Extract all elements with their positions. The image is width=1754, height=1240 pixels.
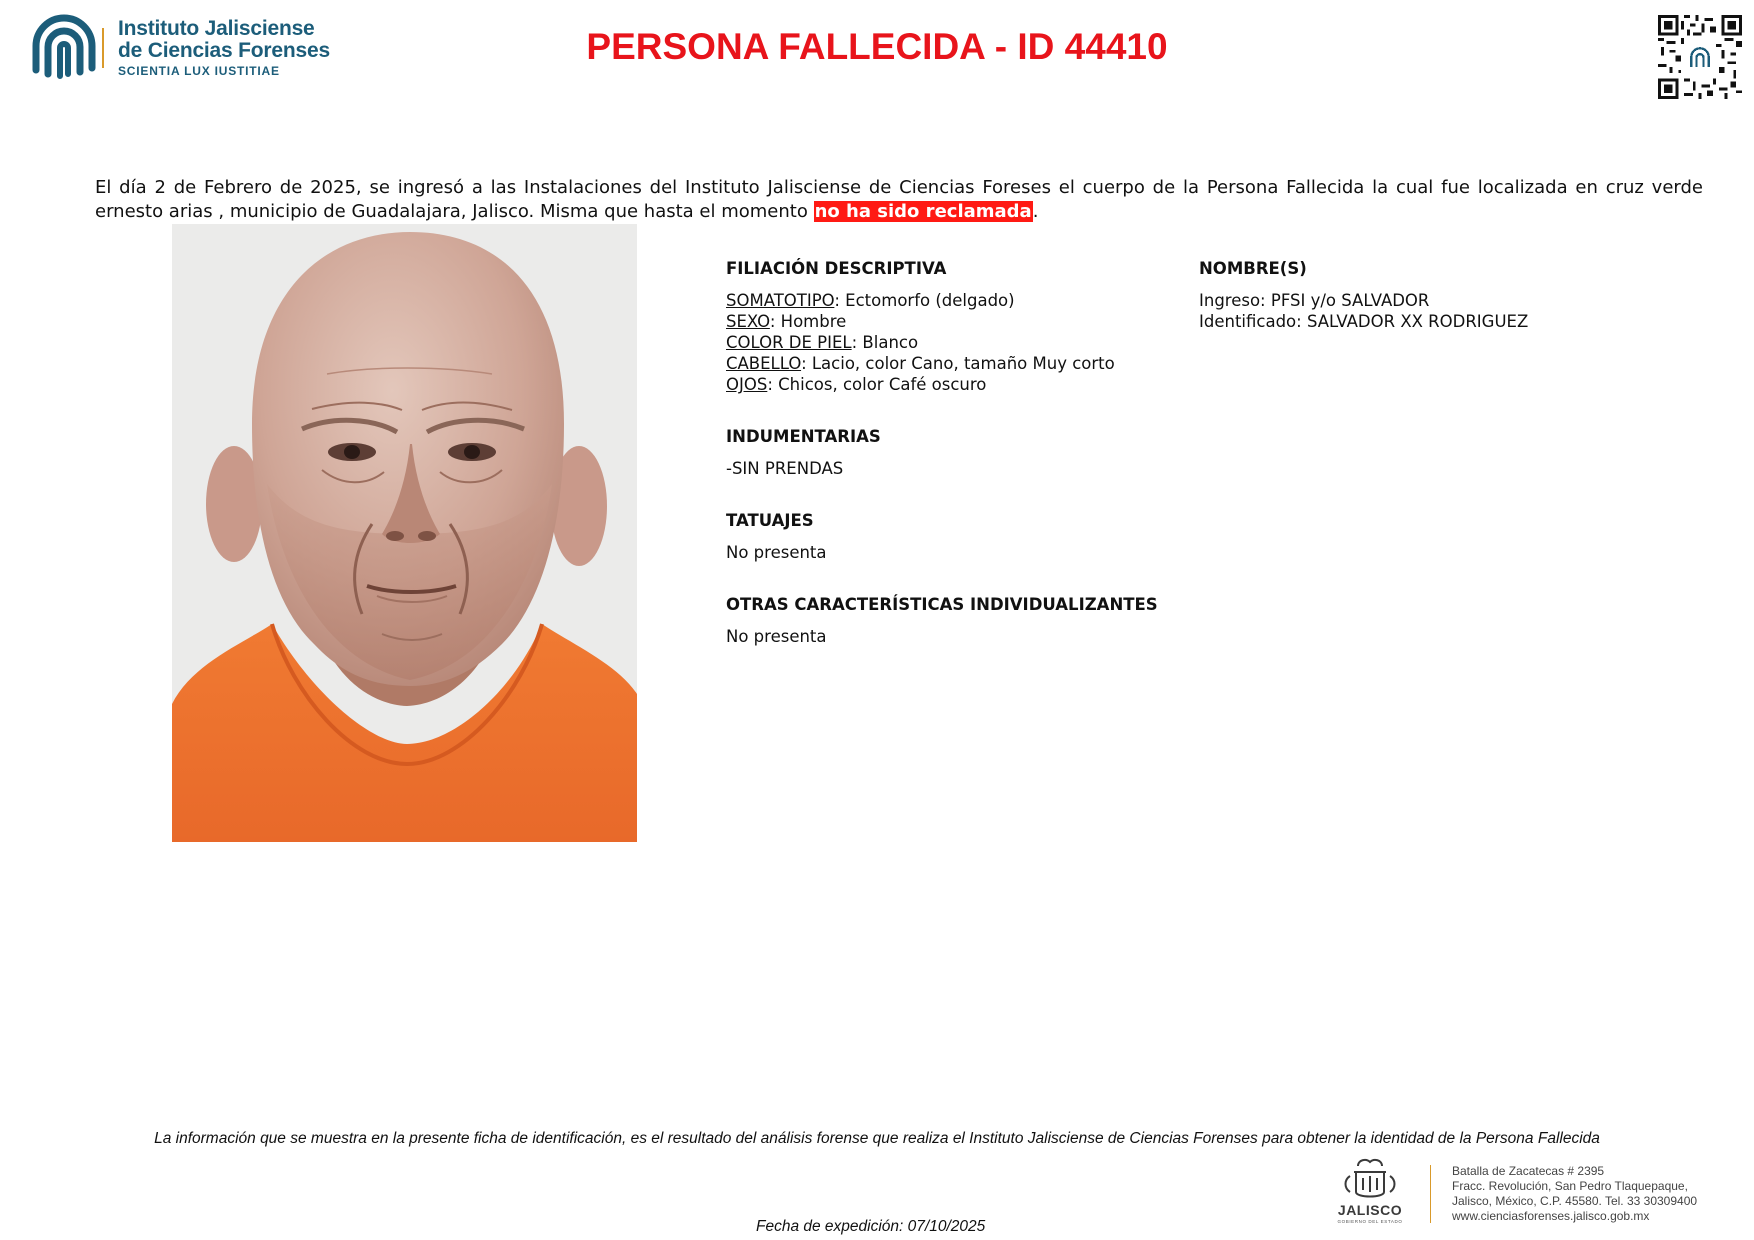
portrait-image [172,224,637,842]
otras-value: No presenta [726,627,827,646]
field-label: SOMATOTIPO [726,291,835,310]
otras-heading: OTRAS CARACTERÍSTICAS INDIVIDUALIZANTES [726,595,1158,614]
field-value: : Hombre [769,312,847,331]
address-block [1452,1164,1697,1224]
field-label: SEXO [726,312,770,331]
jalisco-crest-icon [1330,1158,1410,1202]
tatuajes-value: No presenta [726,543,827,562]
unclaimed-status-highlight: no ha sido reclamada [814,201,1032,222]
list-item [726,311,1186,332]
field-value: : Ectomorfo (delgado) [834,291,1015,310]
logo-name-line2: de Ciencias Forenses [118,39,330,63]
qr-code-icon[interactable] [1658,15,1742,99]
gov-name: JALISCO [1337,1202,1403,1218]
filiacion-heading: FILIACIÓN DESCRIPTIVA [726,259,947,278]
list-item [726,353,1186,374]
address-line: Batalla de Zacatecas # 2395 [1452,1164,1605,1178]
indumentarias-heading: INDUMENTARIAS [726,427,881,446]
descriptive-details [726,258,1186,678]
page-title: PERSONA FALLECIDA - ID 44410 [586,26,1168,67]
name-identificado: Identificado: SALVADOR XX RODRIGUEZ [1199,312,1529,331]
field-value: : Chicos, color Café oscuro [767,375,987,394]
intro-text: El día 2 de Febrero de 2025, se ingresó a las Instalaciones del Instituto Jalisciense de Ciencias Foreses el cuerpo de la Persona Fallecida la cual fue localizada en cruz verde ernesto arias , municipio de Guadalajara, Jalisco. Misma que hasta el momento [95,177,1703,222]
field-value: : Blanco [851,333,919,352]
footer-separator [1430,1165,1431,1223]
logo-name-line1: Instituto Jalisciense [118,17,315,40]
jalisco-government-logo [1330,1158,1410,1228]
indumentarias-value: -SIN PRENDAS [726,459,844,478]
logo-motto: SCIENTIA LUX IUSTITIAE [118,64,280,79]
issue-date: Fecha de expedición: 07/10/2025 [756,1218,986,1235]
list-item [726,332,1186,353]
intro-end: . [1032,201,1039,222]
list-item [726,290,1186,311]
filiacion-list [726,290,1186,395]
tatuajes-heading: TATUAJES [726,511,814,530]
names-section [1199,258,1659,332]
field-label: OJOS [726,375,768,394]
address-line: Jalisco, México, C.P. 45580. Tel. 33 30309400 [1452,1194,1698,1208]
disclaimer-text: La información que se muestra en la presente ficha de identificación, es el resultado del análisis forense que realiza el Instituto Jalisciense de Ciencias Forenses para obtener la identidad de la Persona Fallecida [154,1130,1600,1147]
gov-subtitle: GOBIERNO DEL ESTADO [1337,1219,1403,1224]
deceased-person-photo [172,224,637,842]
field-label: CABELLO [726,354,802,373]
nombres-heading: NOMBRE(S) [1199,259,1307,278]
intro-paragraph [95,176,1703,224]
address-line: Fracc. Revolución, San Pedro Tlaquepaque, [1452,1179,1688,1193]
list-item [726,374,1186,395]
website-link[interactable]: www.cienciasforenses.jalisco.gob.mx [1452,1209,1650,1223]
name-ingreso: Ingreso: PFSI y/o SALVADOR [1199,291,1430,310]
field-label: COLOR DE PIEL [726,333,852,352]
field-value: : Lacio, color Cano, tamaño Muy corto [801,354,1115,373]
